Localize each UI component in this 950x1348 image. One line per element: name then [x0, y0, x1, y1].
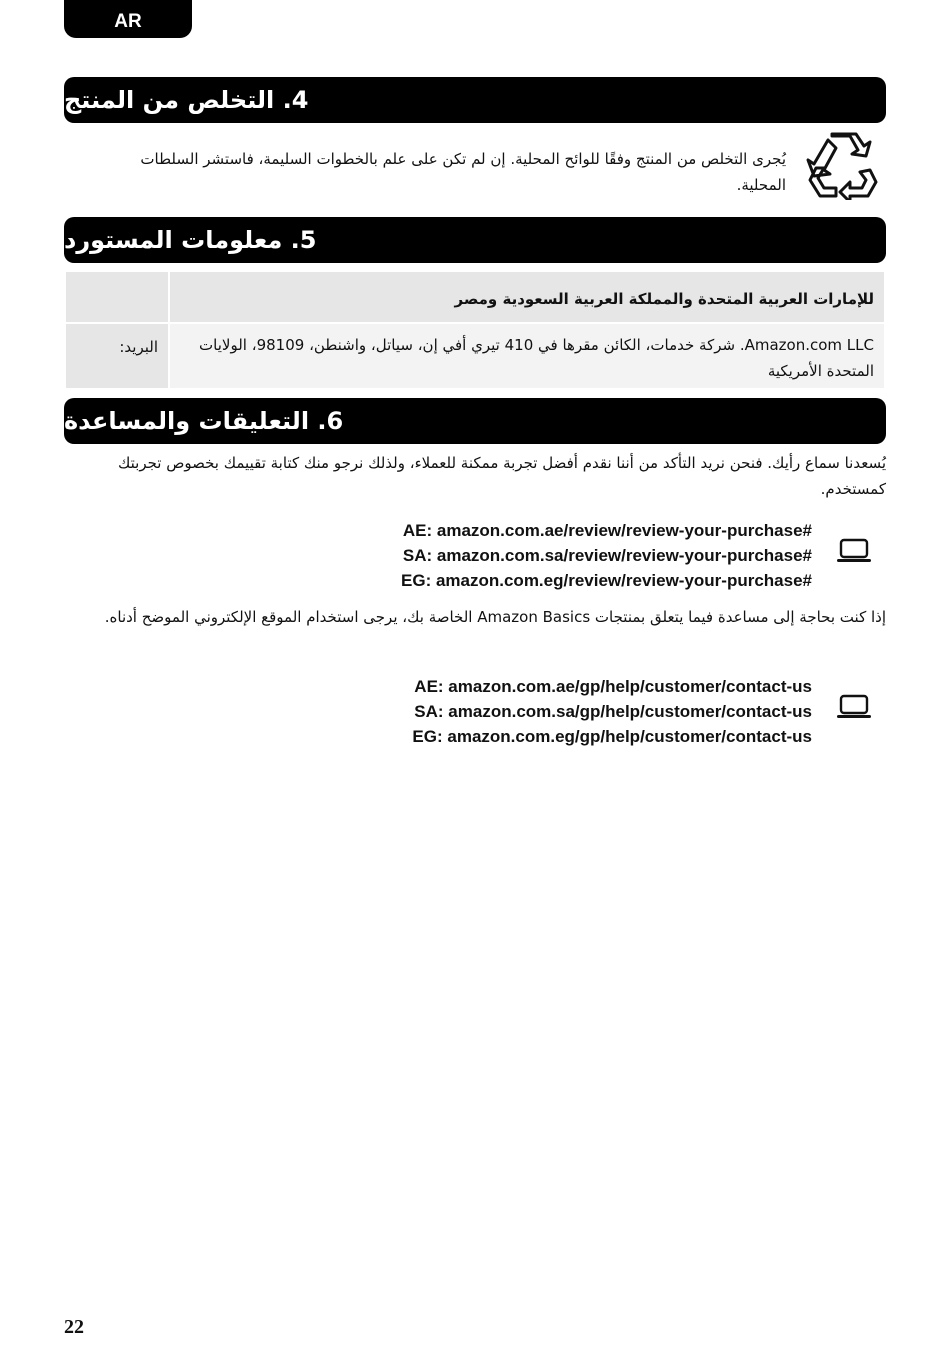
- section-4-title: 4. التخلص من المنتج: [64, 77, 886, 123]
- help-link-sa[interactable]: SA: amazon.com.sa/gp/help/customer/contact-us: [414, 702, 812, 721]
- recycle-icon: [806, 130, 878, 200]
- review-link-sa[interactable]: SA: amazon.com.sa/review/review-your-purchase#: [402, 546, 812, 565]
- review-link-ae[interactable]: AE: amazon.com.ae/review/review-your-purchase#: [402, 521, 812, 540]
- section-4-text: يُجرى التخلص من المنتج وفقًا للوائح المحلية. إن لم تكن على علم بالخطوات السليمة، فاستشر السلطات المحلية.: [140, 150, 786, 194]
- table-header-row: [66, 272, 884, 322]
- section-5-title: 5. معلومات المستورد: [64, 217, 886, 263]
- language-tab: AR: [64, 0, 192, 38]
- review-links: [401, 518, 812, 593]
- help-links: [412, 674, 812, 749]
- help-link-ae[interactable]: AE: amazon.com.ae/gp/help/customer/contact-us: [414, 677, 812, 696]
- section-6-title: 6. التعليقات والمساعدة: [64, 398, 886, 444]
- review-link-eg[interactable]: EG: amazon.com.eg/review/review-your-purchase#: [401, 571, 812, 590]
- address-label: البريد:: [66, 324, 168, 388]
- importer-table: [64, 270, 886, 390]
- page-number: 22: [64, 1316, 84, 1338]
- table-header-empty: [66, 272, 168, 322]
- address-value: Amazon.com LLC. شركة خدمات، الكائن مقرها في 410 تيري أفي إن، سياتل، واشنطن، 98109، الولايات المتحدة الأمريكية: [170, 324, 884, 388]
- feedback-intro: يُسعدنا سماع رأيك. فنحن نريد التأكد من أننا نقدم أفضل تجربة ممكنة للعملاء، ولذلك نرجو منك كتابة تقييمك بخصوص تجربتك كمستخدم.: [117, 454, 886, 498]
- help-text: إذا كنت بحاجة إلى مساعدة فيما يتعلق بمنتجات Amazon Basics الخاصة بك، يرجى استخدام الموقع الإلكتروني الموضح أدناه.: [104, 608, 886, 626]
- laptop-icon: [836, 538, 872, 564]
- table-row: [66, 324, 884, 388]
- table-header: للإمارات العربية المتحدة والمملكة العربية السعودية ومصر: [170, 272, 884, 322]
- laptop-icon-2: [836, 694, 872, 720]
- help-link-eg[interactable]: EG: amazon.com.eg/gp/help/customer/contact-us: [412, 727, 812, 746]
